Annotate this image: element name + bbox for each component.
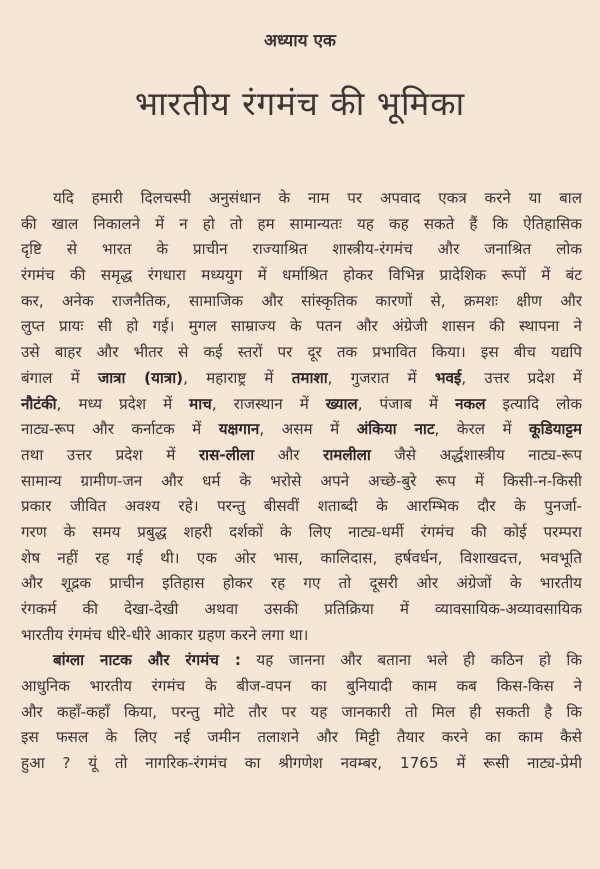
text-line: हुआ ? यूं तो नागरिक-रंगमंच का श्रीगणेश नवम्बर, 1765 में रूसी नाट्य-प्रेमी <box>21 754 582 773</box>
body-text <box>21 186 582 777</box>
text-span: , असम में <box>259 420 357 439</box>
folk-form-kudiyattam: कूडियाट्टम <box>529 420 582 439</box>
text-line: भारतीय रंगमंच धीरे-धीरे आकार ग्रहण करने लगा था। <box>21 625 309 644</box>
text-line: दृष्टि से भारत के प्राचीन राज्याश्रित शास्त्रीय-रंगमंच और जनाश्रित लोक <box>21 240 582 259</box>
text-line: इस फसल के लिए नई जमीन तलाशने और मिट्टी तैयार करने का काम कैसे <box>21 728 582 747</box>
folk-form-nakal: नकल <box>455 394 486 413</box>
chapter-label: अध्याय एक <box>264 31 336 51</box>
text-line <box>21 366 582 392</box>
text-line <box>21 392 582 418</box>
folk-form-tamasha: तमाशा <box>291 368 328 387</box>
folk-form-nautanki: नौटंकी <box>21 394 57 413</box>
text-line: सामान्य ग्रामीण-जन और धर्म के भरोसे अपने अच्छे-बुरे रूप में किसी-न-किसी <box>21 471 582 490</box>
folk-form-jatra: जात्रा (यात्रा) <box>97 368 184 387</box>
text-line: प्रकार जीवित अवश्य रहे। परन्तु बीसवीं शताब्दी के आरम्भिक दौर के पुनर्जा- <box>21 497 582 516</box>
text-span: और <box>254 445 324 464</box>
folk-form-bhavai: भवई <box>434 368 462 387</box>
chapter-title: भारतीय रंगमंच की भूमिका <box>134 84 466 123</box>
text-line: रंगमंच की समृद्ध रंगधारा मध्ययुग में धर्माश्रित होकर विभिन्न प्रादेशिक रूपों में बंट <box>21 266 582 285</box>
section-heading: बांग्ला नाटक और रंगमंच : <box>53 651 241 670</box>
text-span: यह जानना और बताना भले ही कठिन हो कि <box>240 651 582 670</box>
text-line: शेष नहीं रह गई थी। एक ओर भास, कालिदास, हर्षवर्धन, विशाखदत्त, भवभूति <box>21 548 582 567</box>
folk-form-ankiya-naat: अंकिया नाट <box>356 420 435 439</box>
text-line <box>21 443 582 469</box>
folk-form-khyal: ख्याल <box>325 394 358 413</box>
text-span: जैसे अर्द्धशास्त्रीय नाट्य-रूप <box>370 445 582 464</box>
text-line: की खाल निकालने में न हो तो हम सामान्यतः यह कह सकते हैं कि ऐतिहासिक <box>21 214 582 233</box>
text-line: कर, अनेक राजनैतिक, सामाजिक और सांस्कृतिक कारणों से, क्रमशः क्षीण और <box>21 291 582 310</box>
text-span: , केरल में <box>434 420 529 439</box>
text-line: आधुनिक भारतीय रंगमंच के बीज-वपन का बुनियादी काम कब किस-किस ने <box>21 677 582 696</box>
text-line: उसे बाहर और भीतर से कई स्तरों पर दूर तक प्रभावित किया। इस बीच यद्यपि <box>21 343 582 362</box>
text-line: यदि हमारी दिलचस्पी अनुसंधान के नाम पर अपवाद एकत्र करने या बाल <box>53 189 582 207</box>
text-span: तथा उत्तर प्रदेश में <box>21 445 199 464</box>
folk-form-mach: माच <box>189 394 212 413</box>
text-span: इत्यादि लोक <box>485 394 582 413</box>
folk-form-yakshagana: यक्षगान <box>218 420 260 439</box>
text-span: , गुजरात में <box>327 368 435 387</box>
folk-form-raslila: रास-लीला <box>198 445 255 464</box>
text-span: , पंजाब में <box>357 394 456 413</box>
text-line: गरण के समय प्रबुद्ध शहरी दर्शकों के लिए नाट्य-धर्मी रंगमंच की कोई परम्परा <box>21 522 582 541</box>
text-span: , उत्तर प्रदेश में <box>461 368 582 387</box>
text-span: , मध्य प्रदेश में <box>56 394 190 413</box>
text-span: बंगाल में <box>21 368 98 387</box>
section-heading-line <box>21 648 582 674</box>
text-line: रंगकर्म की देखा-देखी अथवा उसकी प्रतिक्रिया में व्यावसायिक-अव्यावसायिक <box>21 600 582 618</box>
text-line <box>21 417 582 443</box>
folk-form-ramlila: रामलीला <box>323 445 371 464</box>
text-span: नाट्य-रूप और कर्नाटक में <box>21 420 219 439</box>
text-span: , महाराष्ट्र में <box>183 368 292 387</box>
text-line: और कहाँ-कहाँ किया, परन्तु मोटे तौर पर यह जानकारी तो मिल ही सकती है कि <box>21 702 582 721</box>
text-line: और शूद्रक प्राचीन इतिहास होकर रह गए तो दूसरी ओर अंग्रेजों के भारतीय <box>21 574 582 593</box>
text-line: लुप्त प्रायः सी हो गई। मुगल साम्राज्य के पतन और अंग्रेजी शासन की स्थापना ने <box>21 317 582 336</box>
text-span: , राजस्थान में <box>211 394 326 413</box>
